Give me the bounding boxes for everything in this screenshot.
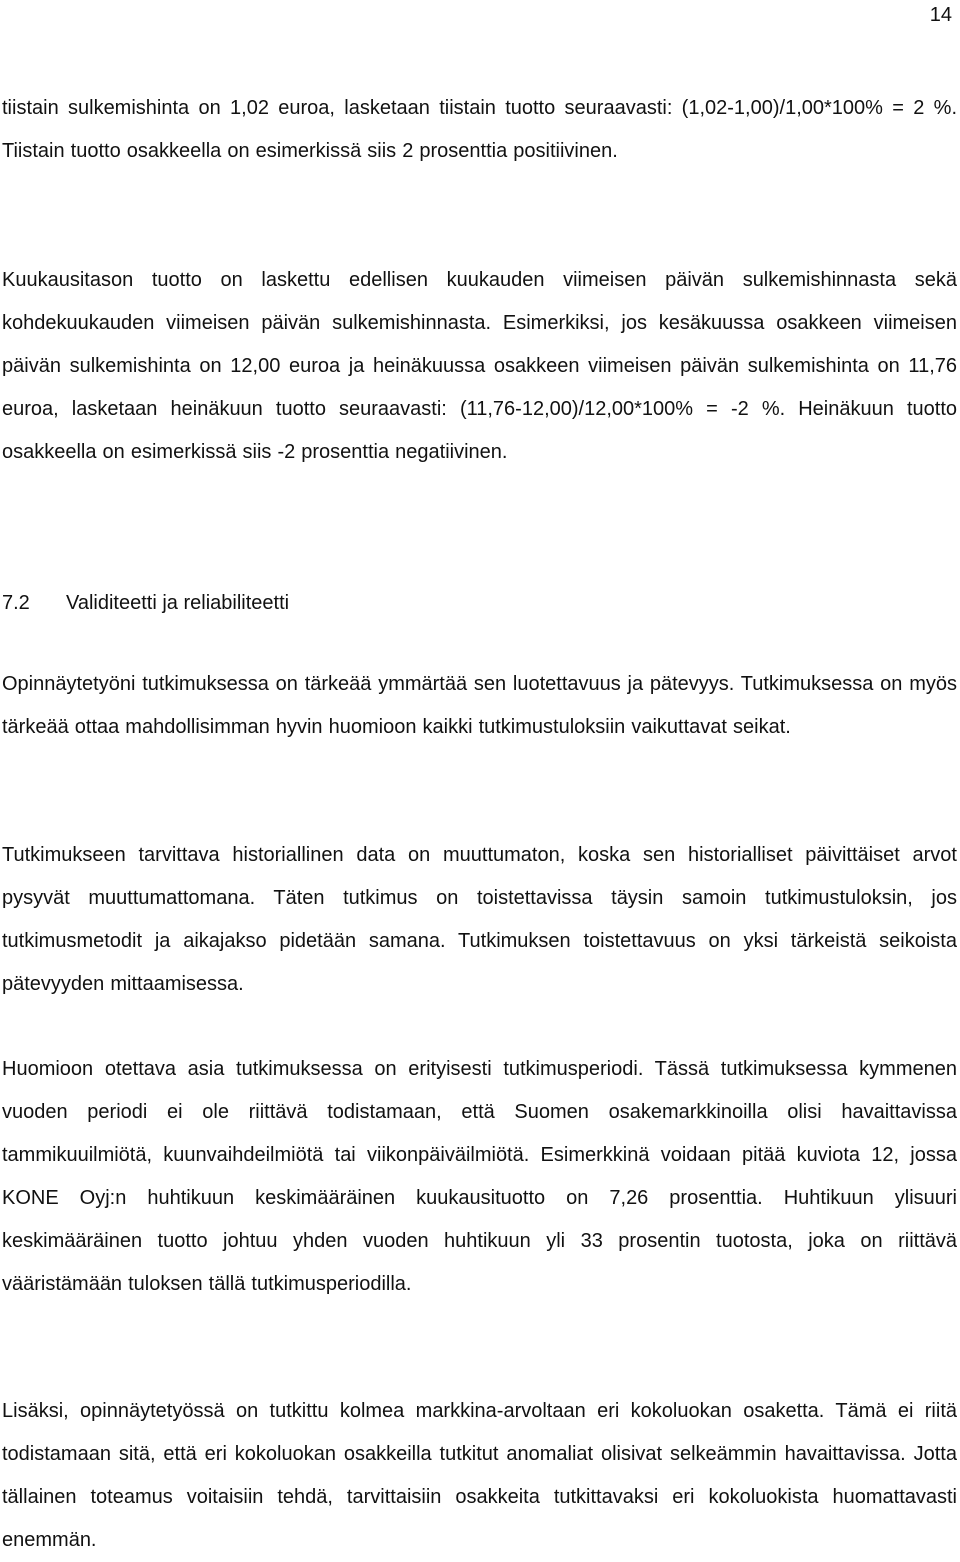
- section-heading: [2, 582, 289, 625]
- section-number: 7.2: [2, 592, 30, 614]
- page-number: 14: [929, 4, 952, 26]
- paragraph-data-repeatability: Tutkimukseen tarvittava historiallinen data on muuttumaton, koska sen historialliset päivittäiset arvot pysyvät muuttumattomana. Täten tutkimus on toistettavissa täysin samoin tutkimustuloksin, jos tutkimusmetodit ja aikajakso pidetään samana. Tutkimuksen toistettavuus on yksi tärkeistä seikoista pätevyyden mittaamisessa.: [2, 844, 957, 995]
- paragraph-size-classes: Lisäksi, opinnäytetyössä on tutkittu kolmea markkina-arvoltaan eri kokoluokan osaketta. Tämä ei riitä todistamaan sitä, että eri kokoluokan osakkeilla tutkitut anomaliat olisivat selkeämmin havaittavissa. Jotta tällainen toteamus voitaisiin tehdä, tarvittaisiin osakkeita tutkittavaksi eri kokoluokista huomattavasti enemmän.: [2, 1400, 957, 1551]
- paragraph-reliability-intro: Opinnäytetyöni tutkimuksessa on tärkeää ymmärtää sen luotettavuus ja pätevyys. Tutkimuksessa on myös tärkeää ottaa mahdollisimman hyvin huomioon kaikki tutkimustuloksiin vaikuttavat seikat.: [2, 673, 957, 738]
- paragraph-tuotto-example-daily: tiistain sulkemishinta on 1,02 euroa, lasketaan tiistain tuotto seuraavasti: (1,02-1,00)/1,00*100% = 2 %. Tiistain tuotto osakkeella on esimerkissä siis 2 prosenttia positiivinen.: [2, 97, 957, 162]
- paragraph-tuotto-example-monthly: Kuukausitason tuotto on laskettu edellisen kuukauden viimeisen päivän sulkemishinnasta sekä kohdekuukauden viimeisen päivän sulkemishinnasta. Esimerkiksi, jos kesäkuussa osakkeen viimeisen päivän sulkemishinta on 12,00 euroa ja heinäkuussa osakkeen viimeisen päivän sulkemishinta on 11,76 euroa, lasketaan heinäkuun tuotto seuraavasti: (11,76-12,00)/12,00*100% = -2 %. Heinäkuun tuotto osakkeella on esimerkissä siis -2 prosenttia negatiivinen.: [2, 269, 957, 463]
- paragraph-research-period: Huomioon otettava asia tutkimuksessa on erityisesti tutkimusperiodi. Tässä tutkimuksessa kymmenen vuoden periodi ei ole riittävä todistamaan, että Suomen osakemarkkinoilla olisi havaittavissa tammikuuilmiötä, kuunvaihdeilmiötä tai viikonpäiväilmiötä. Esimerkkinä voidaan pitää kuviota 12, jossa KONE Oyj:n huhtikuun keskimääräinen kuukausituotto on 7,26 prosenttia. Huhtikuun ylisuuri keskimääräinen tuotto johtuu yhden vuoden huhtikuun yli 33 prosentin tuotosta, joka on riittävä vääristämään tuloksen tällä tutkimusperiodilla.: [2, 1058, 957, 1295]
- section-title: Validiteetti ja reliabiliteetti: [66, 592, 290, 614]
